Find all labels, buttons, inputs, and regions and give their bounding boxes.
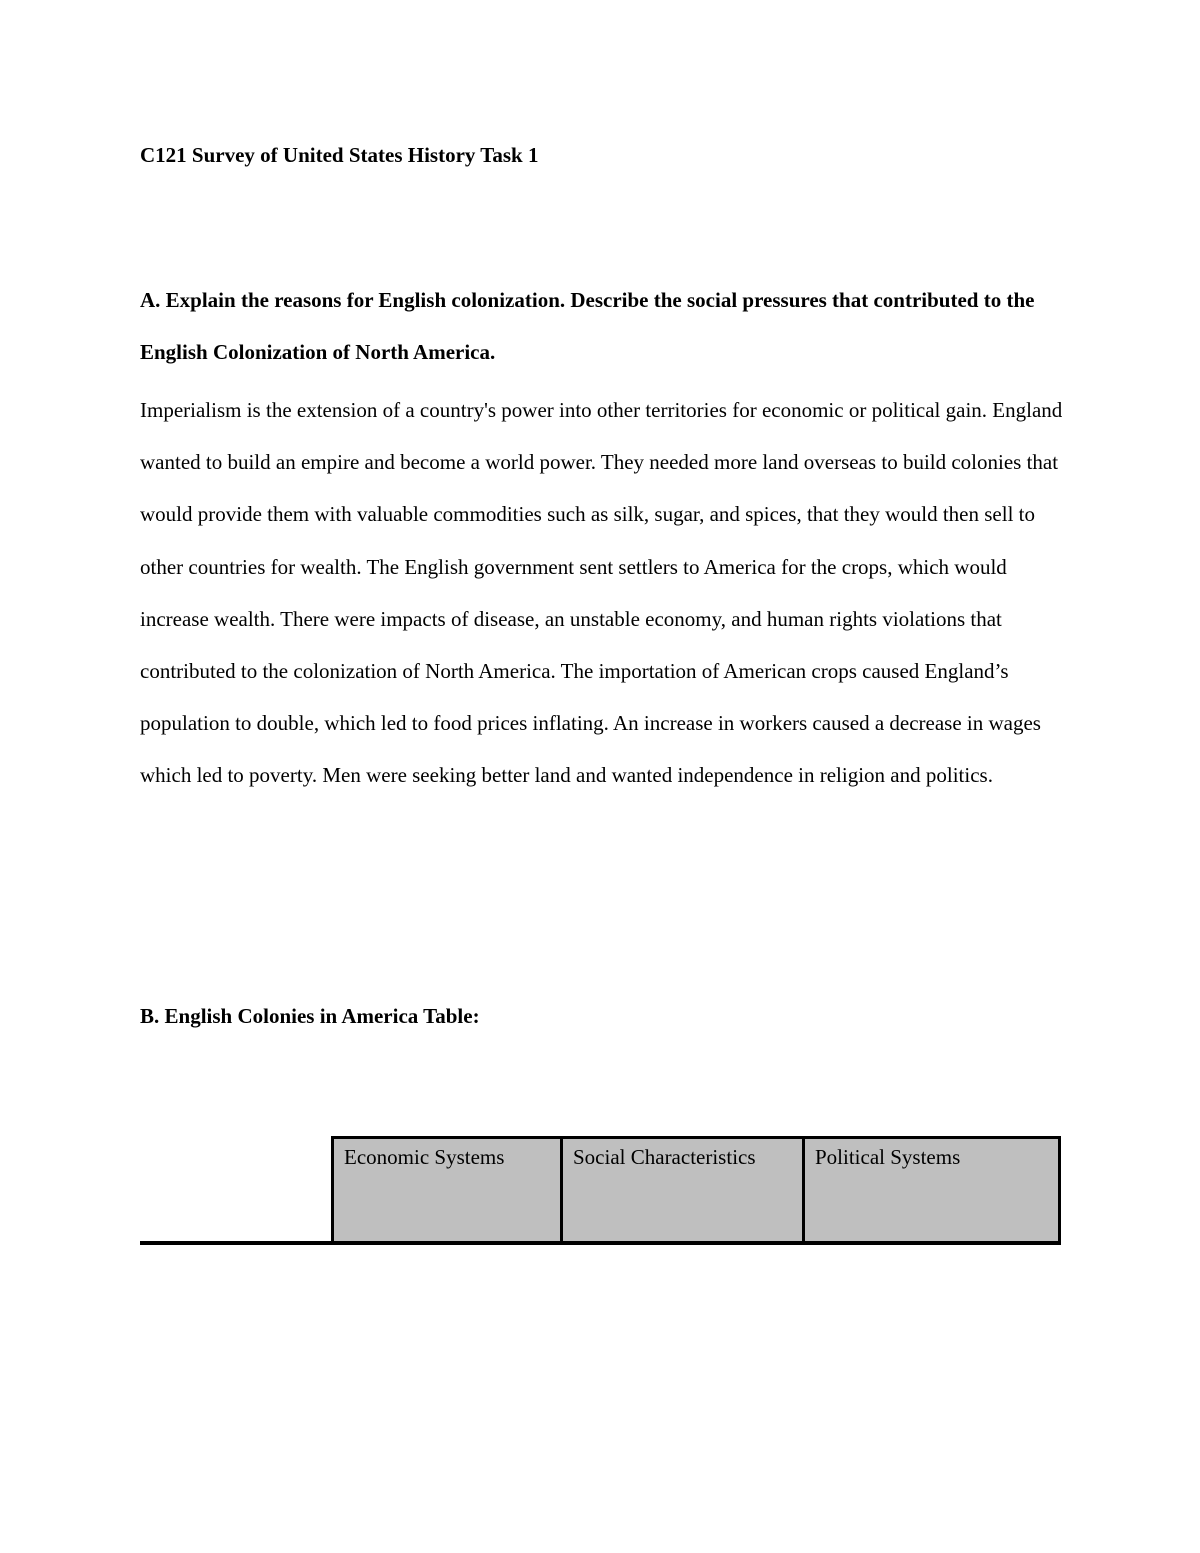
table-bottom-rule	[140, 1241, 1061, 1245]
header-political-systems: Political Systems	[815, 1145, 961, 1169]
document-title: C121 Survey of United States History Task 1	[140, 143, 539, 167]
section-b-heading: B. English Colonies in America Table:	[140, 1004, 480, 1028]
section-a-heading: A. Explain the reasons for English colonization. Describe the social pressures that contributed to the English Colonization of North America.	[140, 288, 1035, 364]
header-economic-systems: Economic Systems	[334, 1139, 563, 1242]
table-header-row	[331, 1136, 1061, 1245]
header-social-characteristics: Social Characteristics	[563, 1139, 805, 1242]
colonies-table	[140, 1136, 1061, 1245]
section-a-body: Imperialism is the extension of a country's power into other territories for economic or political gain. England wanted to build an empire and become a world power. They needed more land overseas to build colonies that would provide them with valuable commodities such as silk, sugar, and spices, that they would then sell to other countries for wealth. The English government sent settlers to America for the crops, which would increase wealth. There were impacts of disease, an unstable economy, and human rights violations that contributed to the colonization of North America. The importation of American crops caused England’s population to double, which led to food prices inflating. An increase in workers caused a decrease in wages which led to poverty. Men were seeking better land and wanted independence in religion and politics.	[140, 398, 1063, 788]
